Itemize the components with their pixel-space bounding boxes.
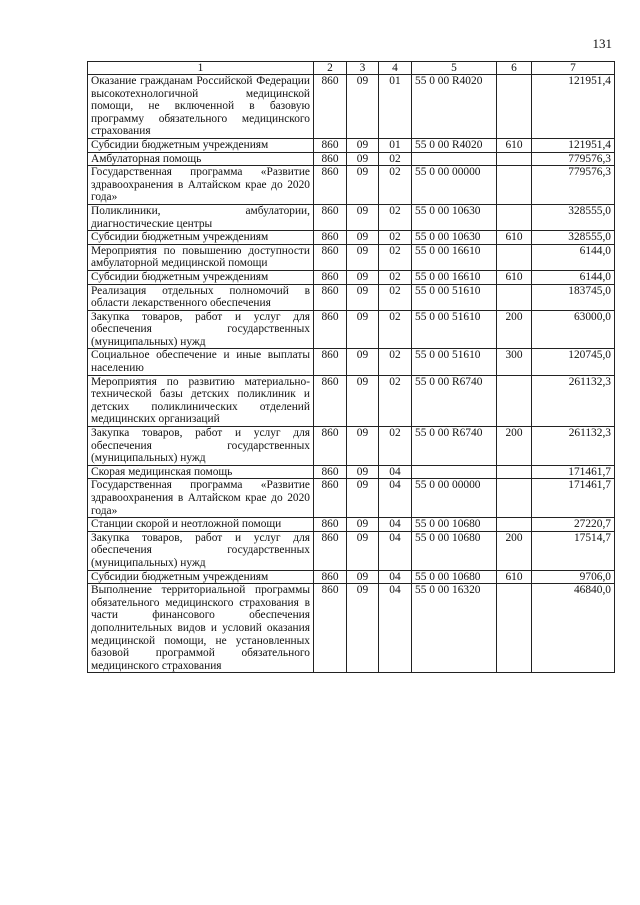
row-admin-code: 860 — [314, 465, 347, 479]
row-name: Закупка товаров, работ и услуг для обеспечения государственных (муниципальных) нужд — [88, 427, 314, 466]
row-amount: 120745,0 — [532, 349, 615, 375]
row-admin-code: 860 — [314, 479, 347, 518]
row-name: Скорая медицинская помощь — [88, 465, 314, 479]
row-admin-code: 860 — [314, 584, 347, 673]
row-target-article: 55 0 00 51610 — [412, 349, 497, 375]
table-row — [88, 349, 615, 375]
row-name: Закупка товаров, работ и услуг для обеспечения государственных (муниципальных) нужд — [88, 531, 314, 570]
row-section-code: 09 — [347, 75, 379, 139]
row-subsection-code: 02 — [379, 375, 412, 426]
row-admin-code: 860 — [314, 166, 347, 205]
row-target-article: 55 0 00 R4020 — [412, 138, 497, 152]
table-row — [88, 518, 615, 532]
header-col-2: 2 — [314, 62, 347, 75]
row-admin-code: 860 — [314, 531, 347, 570]
row-section-code: 09 — [347, 584, 379, 673]
row-target-article: 55 0 00 10630 — [412, 204, 497, 230]
row-amount: 171461,7 — [532, 479, 615, 518]
row-expense-type: 200 — [497, 427, 532, 466]
table-row — [88, 465, 615, 479]
row-admin-code: 860 — [314, 152, 347, 166]
row-name: Субсидии бюджетным учреждениям — [88, 570, 314, 584]
row-target-article: 55 0 00 R6740 — [412, 375, 497, 426]
budget-table — [87, 61, 615, 673]
row-section-code: 09 — [347, 465, 379, 479]
row-section-code: 09 — [347, 427, 379, 466]
row-admin-code: 860 — [314, 284, 347, 310]
row-name: Выполнение территориальной программы обязательного медицинского страхования в части финансового обеспечения дополнительных видов и условий оказания медицинской помощи, не установленных базовой программой обязательного медицинского страхования — [88, 584, 314, 673]
row-subsection-code: 04 — [379, 570, 412, 584]
table-row — [88, 204, 615, 230]
row-name: Социальное обеспечение и иные выплаты населению — [88, 349, 314, 375]
row-amount: 121951,4 — [532, 75, 615, 139]
table-header — [88, 62, 615, 75]
header-col-4: 4 — [379, 62, 412, 75]
row-subsection-code: 01 — [379, 138, 412, 152]
row-subsection-code: 02 — [379, 427, 412, 466]
table-row — [88, 531, 615, 570]
row-expense-type — [497, 75, 532, 139]
row-subsection-code: 02 — [379, 270, 412, 284]
row-amount: 779576,3 — [532, 152, 615, 166]
row-section-code: 09 — [347, 284, 379, 310]
row-target-article: 55 0 00 16610 — [412, 244, 497, 270]
row-expense-type: 610 — [497, 270, 532, 284]
row-amount: 261132,3 — [532, 375, 615, 426]
row-section-code: 09 — [347, 166, 379, 205]
row-section-code: 09 — [347, 138, 379, 152]
row-amount: 183745,0 — [532, 284, 615, 310]
row-target-article: 55 0 00 51610 — [412, 310, 497, 349]
row-amount: 171461,7 — [532, 465, 615, 479]
row-expense-type: 300 — [497, 349, 532, 375]
row-admin-code: 860 — [314, 518, 347, 532]
row-name: Субсидии бюджетным учреждениям — [88, 138, 314, 152]
row-section-code: 09 — [347, 244, 379, 270]
row-subsection-code: 04 — [379, 531, 412, 570]
page-number: 131 — [592, 36, 612, 51]
row-section-code: 09 — [347, 231, 379, 245]
row-target-article: 55 0 00 16610 — [412, 270, 497, 284]
row-section-code: 09 — [347, 270, 379, 284]
row-admin-code: 860 — [314, 138, 347, 152]
header-row — [88, 62, 615, 75]
row-target-article — [412, 152, 497, 166]
row-amount: 328555,0 — [532, 231, 615, 245]
row-target-article: 55 0 00 R4020 — [412, 75, 497, 139]
row-subsection-code: 04 — [379, 584, 412, 673]
row-amount: 261132,3 — [532, 427, 615, 466]
row-target-article: 55 0 00 10680 — [412, 531, 497, 570]
row-expense-type — [497, 152, 532, 166]
table-row — [88, 231, 615, 245]
row-subsection-code: 02 — [379, 310, 412, 349]
row-amount: 6144,0 — [532, 244, 615, 270]
row-name: Субсидии бюджетным учреждениям — [88, 231, 314, 245]
table-row — [88, 138, 615, 152]
row-admin-code: 860 — [314, 427, 347, 466]
row-name: Мероприятия по повышению доступности амбулаторной медицинской помощи — [88, 244, 314, 270]
row-subsection-code: 02 — [379, 166, 412, 205]
row-target-article: 55 0 00 10680 — [412, 570, 497, 584]
row-section-code: 09 — [347, 531, 379, 570]
row-name: Станции скорой и неотложной помощи — [88, 518, 314, 532]
row-section-code: 09 — [347, 570, 379, 584]
header-col-3: 3 — [347, 62, 379, 75]
row-name: Амбулаторная помощь — [88, 152, 314, 166]
row-amount: 17514,7 — [532, 531, 615, 570]
row-subsection-code: 02 — [379, 244, 412, 270]
row-expense-type: 200 — [497, 310, 532, 349]
row-name: Оказание гражданам Российской Федерации высокотехнологичной медицинской помощи, не включенной в базовую программу обязательного медицинского страхования — [88, 75, 314, 139]
row-name: Закупка товаров, работ и услуг для обеспечения государственных (муниципальных) нужд — [88, 310, 314, 349]
row-amount: 63000,0 — [532, 310, 615, 349]
row-expense-type — [497, 375, 532, 426]
row-subsection-code: 02 — [379, 231, 412, 245]
row-section-code: 09 — [347, 204, 379, 230]
row-name: Реализация отдельных полномочий в области лекарственного обеспечения — [88, 284, 314, 310]
row-admin-code: 860 — [314, 270, 347, 284]
row-amount: 27220,7 — [532, 518, 615, 532]
row-section-code: 09 — [347, 310, 379, 349]
row-target-article: 55 0 00 51610 — [412, 284, 497, 310]
row-expense-type — [497, 465, 532, 479]
row-amount: 46840,0 — [532, 584, 615, 673]
row-expense-type — [497, 479, 532, 518]
header-col-6: 6 — [497, 62, 532, 75]
row-amount: 779576,3 — [532, 166, 615, 205]
row-expense-type — [497, 204, 532, 230]
row-target-article: 55 0 00 R6740 — [412, 427, 497, 466]
row-subsection-code: 01 — [379, 75, 412, 139]
row-expense-type — [497, 244, 532, 270]
row-target-article: 55 0 00 16320 — [412, 584, 497, 673]
table-row — [88, 479, 615, 518]
row-amount: 9706,0 — [532, 570, 615, 584]
row-subsection-code: 04 — [379, 479, 412, 518]
row-subsection-code: 02 — [379, 204, 412, 230]
row-section-code: 09 — [347, 375, 379, 426]
row-subsection-code: 02 — [379, 349, 412, 375]
row-admin-code: 860 — [314, 244, 347, 270]
row-expense-type: 610 — [497, 231, 532, 245]
header-col-5: 5 — [412, 62, 497, 75]
header-col-1: 1 — [88, 62, 314, 75]
row-expense-type — [497, 584, 532, 673]
row-amount: 121951,4 — [532, 138, 615, 152]
row-section-code: 09 — [347, 152, 379, 166]
row-target-article: 55 0 00 10630 — [412, 231, 497, 245]
row-admin-code: 860 — [314, 231, 347, 245]
row-name: Поликлиники, амбулатории, диагностические центры — [88, 204, 314, 230]
row-admin-code: 860 — [314, 349, 347, 375]
row-target-article: 55 0 00 00000 — [412, 166, 497, 205]
row-section-code: 09 — [347, 518, 379, 532]
table-row — [88, 375, 615, 426]
row-amount: 328555,0 — [532, 204, 615, 230]
row-admin-code: 860 — [314, 310, 347, 349]
table-row — [88, 584, 615, 673]
row-admin-code: 860 — [314, 75, 347, 139]
row-admin-code: 860 — [314, 375, 347, 426]
table-row — [88, 310, 615, 349]
row-expense-type — [497, 166, 532, 205]
row-expense-type: 610 — [497, 570, 532, 584]
row-subsection-code: 04 — [379, 518, 412, 532]
row-name: Государственная программа «Развитие здравоохранения в Алтайском крае до 2020 года» — [88, 479, 314, 518]
row-admin-code: 860 — [314, 204, 347, 230]
row-subsection-code: 04 — [379, 465, 412, 479]
row-name: Государственная программа «Развитие здравоохранения в Алтайском крае до 2020 года» — [88, 166, 314, 205]
row-target-article: 55 0 00 00000 — [412, 479, 497, 518]
row-expense-type: 610 — [497, 138, 532, 152]
table-body — [88, 75, 615, 673]
table-row — [88, 284, 615, 310]
table-row — [88, 75, 615, 139]
row-expense-type — [497, 518, 532, 532]
row-amount: 6144,0 — [532, 270, 615, 284]
row-name: Мероприятия по развитию материально-технической базы детских поликлиник и детских поликлинических отделений медицинских организаций — [88, 375, 314, 426]
row-section-code: 09 — [347, 479, 379, 518]
row-admin-code: 860 — [314, 570, 347, 584]
row-target-article — [412, 465, 497, 479]
row-name: Субсидии бюджетным учреждениям — [88, 270, 314, 284]
row-subsection-code: 02 — [379, 284, 412, 310]
table-row — [88, 270, 615, 284]
row-subsection-code: 02 — [379, 152, 412, 166]
table-row — [88, 166, 615, 205]
row-target-article: 55 0 00 10680 — [412, 518, 497, 532]
row-section-code: 09 — [347, 349, 379, 375]
table-row — [88, 427, 615, 466]
table-row — [88, 570, 615, 584]
table-row — [88, 244, 615, 270]
row-expense-type: 200 — [497, 531, 532, 570]
header-col-7: 7 — [532, 62, 615, 75]
row-expense-type — [497, 284, 532, 310]
table-row — [88, 152, 615, 166]
